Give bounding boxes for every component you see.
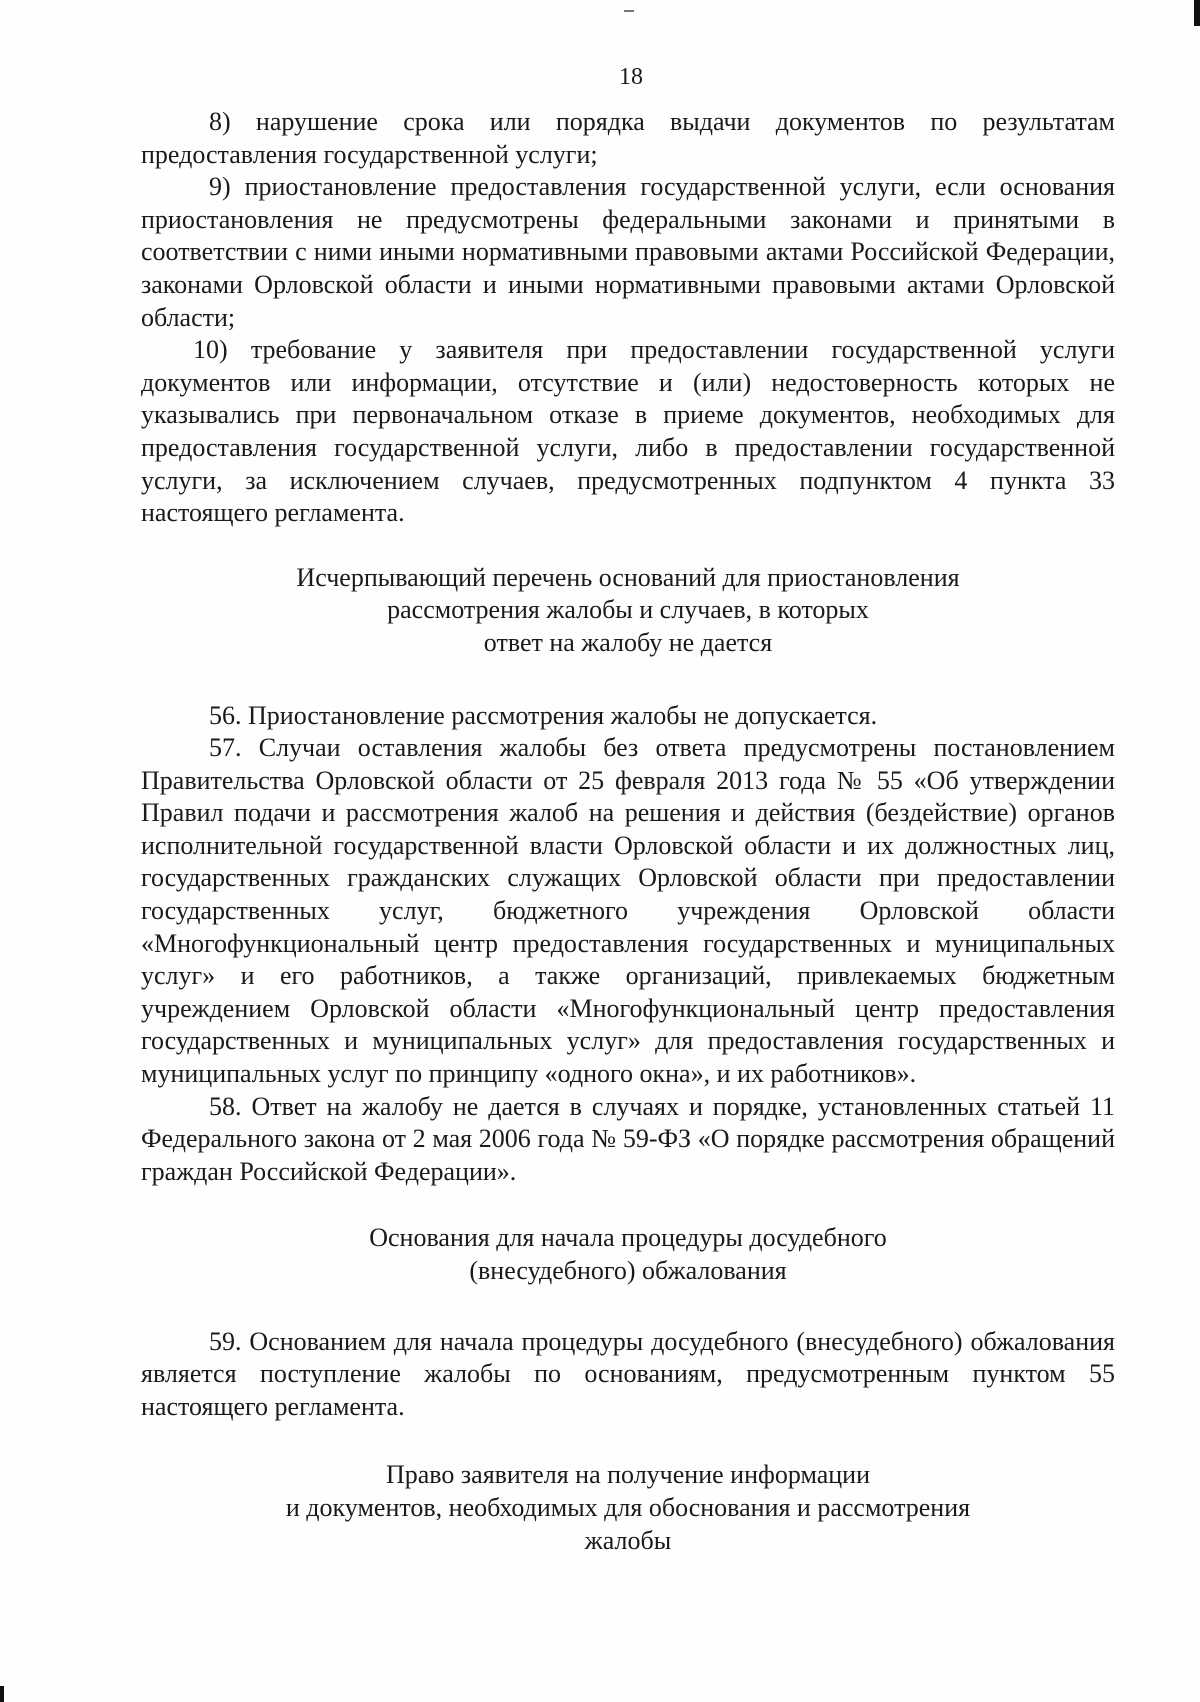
scan-mark-top-center xyxy=(624,10,634,12)
heading-line: жалобы xyxy=(584,1525,672,1555)
heading-line: (внесудебного) обжалования xyxy=(469,1256,787,1285)
paragraph-56: 56. Приостановление рассмотрения жалобы не допускается. xyxy=(209,700,878,730)
heading-line: Исчерпывающий перечень оснований для приостановления xyxy=(296,562,960,592)
paragraph-57: 57. Случаи оставления жалобы без ответа предусмотрены постановлением Правительства Орловской области от 25 февраля 2013 года № 55 «Об утверждении Правил подачи и рассмотрения жалоб на решения и действия (бездействие) органов исполнительной государственной власти Орловской области и их должностных лиц, государственных гражданских служащих Орловской области при предоставлении государственных услуг, бюджетного учреждения Орловской области «Многофункциональный центр предоставления государственных и муниципальных услуг» и его работников, а также организаций, привлекаемых бюджетным учреждением Орловской области «Многофункциональный центр предоставления государственных и муниципальных услуг» для предоставления государственных и муниципальных услуг по принципу «одного окна», и их работников». xyxy=(141,733,1115,1089)
section-heading-grounds xyxy=(141,1222,1115,1287)
section-heading-right-to-information xyxy=(141,1459,1115,1557)
heading-line: Право заявителя на получение информации xyxy=(385,1460,871,1490)
paragraph-58: 58. Ответ на жалобу не дается в случаях и порядке, установленных статьей 11 Федерального закона от 2 мая 2006 года № 59-ФЗ «О порядке рассмотрения обращений граждан Российской Федерации». xyxy=(141,1091,1115,1186)
scan-mark-top-right xyxy=(1194,0,1200,26)
list-item-9: 9) приостановление предоставления государственной услуги, если основания приостановления не предусмотрены федеральными законами и принятыми в соответствии с ними иными нормативными правовыми актами Российской Федерации, законами Орловской области и иными нормативными правовыми актами Орловской области; xyxy=(141,172,1115,332)
document-body xyxy=(141,106,1115,1557)
paragraph-59: 59. Основанием для начала процедуры досудебного (внесудебного) обжалования является поступление жалобы по основаниям, предусмотренным пунктом 55 настоящего регламента. xyxy=(141,1326,1115,1421)
heading-line: и документов, необходимых для обоснования и рассмотрения xyxy=(285,1492,971,1522)
heading-line: Основания для начала процедуры досудебного xyxy=(369,1223,887,1253)
section-heading-suspension xyxy=(141,562,1115,660)
list-item-8: 8) нарушение срока или порядка выдачи документов по результатам предоставления государственной услуги; xyxy=(141,107,1115,169)
list-item-10: 10) требование у заявителя при предоставлении государственной услуги документов или информации, отсутствие и (или) недостоверность которых не указывались при первоначальном отказе в приеме документов, необходимых для предоставления государственной услуги, либо в предоставлении государственной услуги, за исключением случаев, предусмотренных подпунктом 4 пункта 33 настоящего регламента. xyxy=(141,335,1115,528)
heading-line: рассмотрения жалобы и случаев, в которых xyxy=(387,595,869,625)
page-number: 18 xyxy=(619,64,643,90)
heading-line: ответ на жалобу не дается xyxy=(483,627,773,657)
scan-mark-bottom-left xyxy=(0,1686,4,1702)
